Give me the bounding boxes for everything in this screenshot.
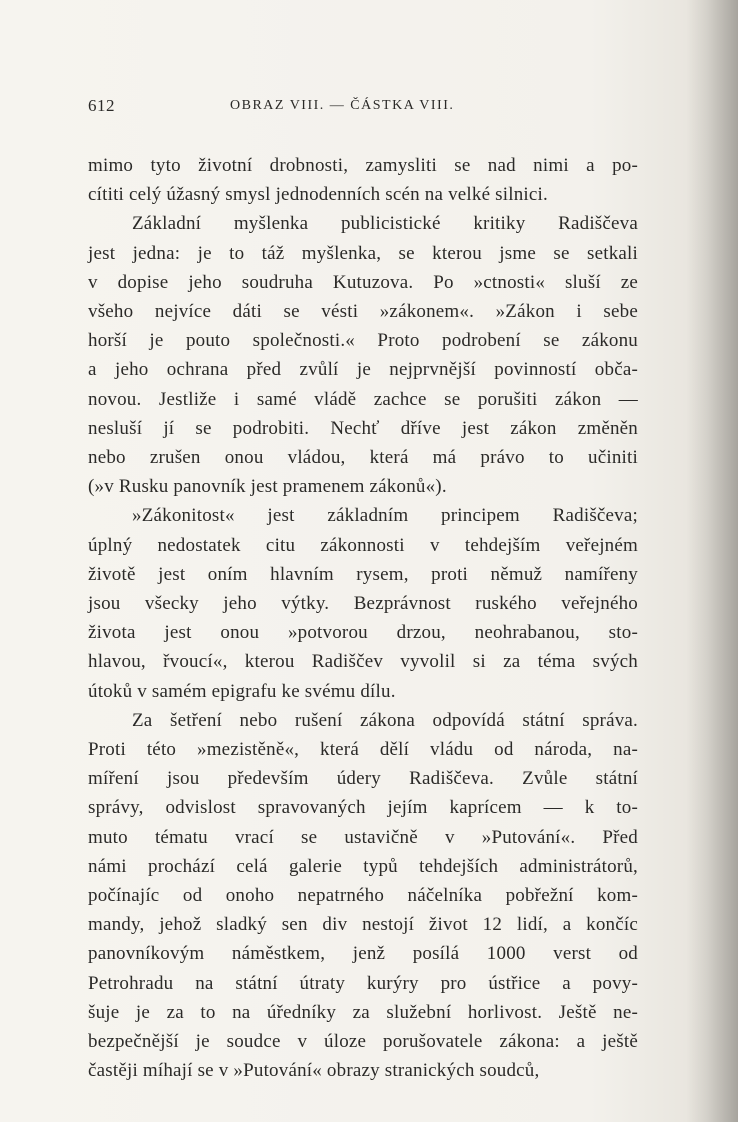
text-line: životě jest oním hlavním rysem, proti němuž namířeny	[88, 563, 638, 585]
text-line: počínajíc od onoho nepatrného náčelníka pobřežní kom-	[88, 885, 638, 907]
text-line: správy, odvislost spravovaných jejím kaprícem — k to-	[88, 797, 638, 819]
body-text	[88, 151, 638, 1086]
text-line: života jest onou »potvorou drzou, neohrabanou, sto-	[88, 622, 638, 644]
text-line: muto tématu vrací se ustavičně v »Putování«. Před	[88, 826, 638, 848]
text-line: jest jedna: je to táž myšlenka, se kterou jsme se setkali	[88, 242, 638, 264]
paragraph	[88, 501, 638, 705]
page-number: 612	[88, 96, 115, 115]
text-line: námi prochází celá galerie typů tehdejších administrátorů,	[88, 855, 638, 877]
text-line: Za šetření nebo rušení zákona odpovídá státní správa.	[132, 709, 638, 731]
paragraph	[88, 151, 638, 209]
text-line: Základní myšlenka publicistické kritiky Radiščeva	[132, 213, 638, 235]
text-line: Petrohradu na státní útraty kurýry pro ústřice a povy-	[88, 972, 638, 994]
text-line: nebo zrušen onou vládou, která má právo to učiniti	[88, 447, 638, 469]
text-line: Proti této »mezistěně«, která dělí vládu od národa, na-	[88, 739, 638, 761]
text-line: úplný nedostatek citu zákonnosti v tehdejším veřejném	[88, 534, 638, 556]
text-line: mimo tyto životní drobnosti, zamysliti se nad nimi a po-	[88, 155, 638, 176]
text-line: jsou všecky jeho výtky. Bezprávnost ruského veřejného	[88, 593, 638, 615]
text-line: míření jsou především údery Radiščeva. Zvůle státní	[88, 768, 638, 790]
text-line: hlavou, řvoucí«, kterou Radiščev vyvolil si za téma svých	[88, 651, 638, 673]
text-line: horší je pouto společnosti.« Proto podrobení se zákonu	[88, 330, 638, 352]
text-line: panovníkovým náměstkem, jenž posílá 1000 verst od	[88, 943, 638, 965]
page-header	[88, 96, 648, 120]
paragraph	[88, 706, 638, 1086]
paragraph	[88, 209, 638, 501]
text-line: častěji míhají se v »Putování« obrazy stranických soudců,	[88, 1060, 540, 1082]
text-line: a jeho ochrana před zvůlí je nejprvnější povinností obča-	[88, 359, 638, 381]
text-line: (»v Rusku panovník jest pramenem zákonů«).	[88, 476, 447, 498]
running-head: OBRAZ VIII. — ČÁSTKA VIII.	[230, 98, 455, 113]
text-line: bezpečnější je soudce v úloze porušovatele zákona: a ještě	[88, 1031, 638, 1053]
text-line: útoků v samém epigrafu ke svému dílu.	[88, 680, 396, 702]
text-line: šuje je za to na úředníky za služební horlivost. Ještě ne-	[88, 1001, 638, 1023]
text-line: novou. Jestliže i samé vládě zachce se porušiti zákon —	[88, 388, 638, 410]
text-line: cítiti celý úžasný smysl jednodenních scén na velké silnici.	[88, 184, 548, 206]
text-line: nesluší jí se podrobiti. Nechť dříve jest zákon změněn	[88, 417, 638, 439]
text-line: »Zákonitost« jest základním principem Radiščeva;	[132, 505, 638, 527]
text-line: mandy, jehož sladký sen div nestojí život 12 lidí, a končíc	[88, 914, 638, 936]
text-line: všeho nejvíce dáti se vésti »zákonem«. »Zákon i sebe	[88, 301, 638, 323]
text-line: v dopise jeho soudruha Kutuzova. Po »ctnosti« sluší ze	[88, 271, 638, 293]
binding-shadow	[686, 0, 738, 1122]
